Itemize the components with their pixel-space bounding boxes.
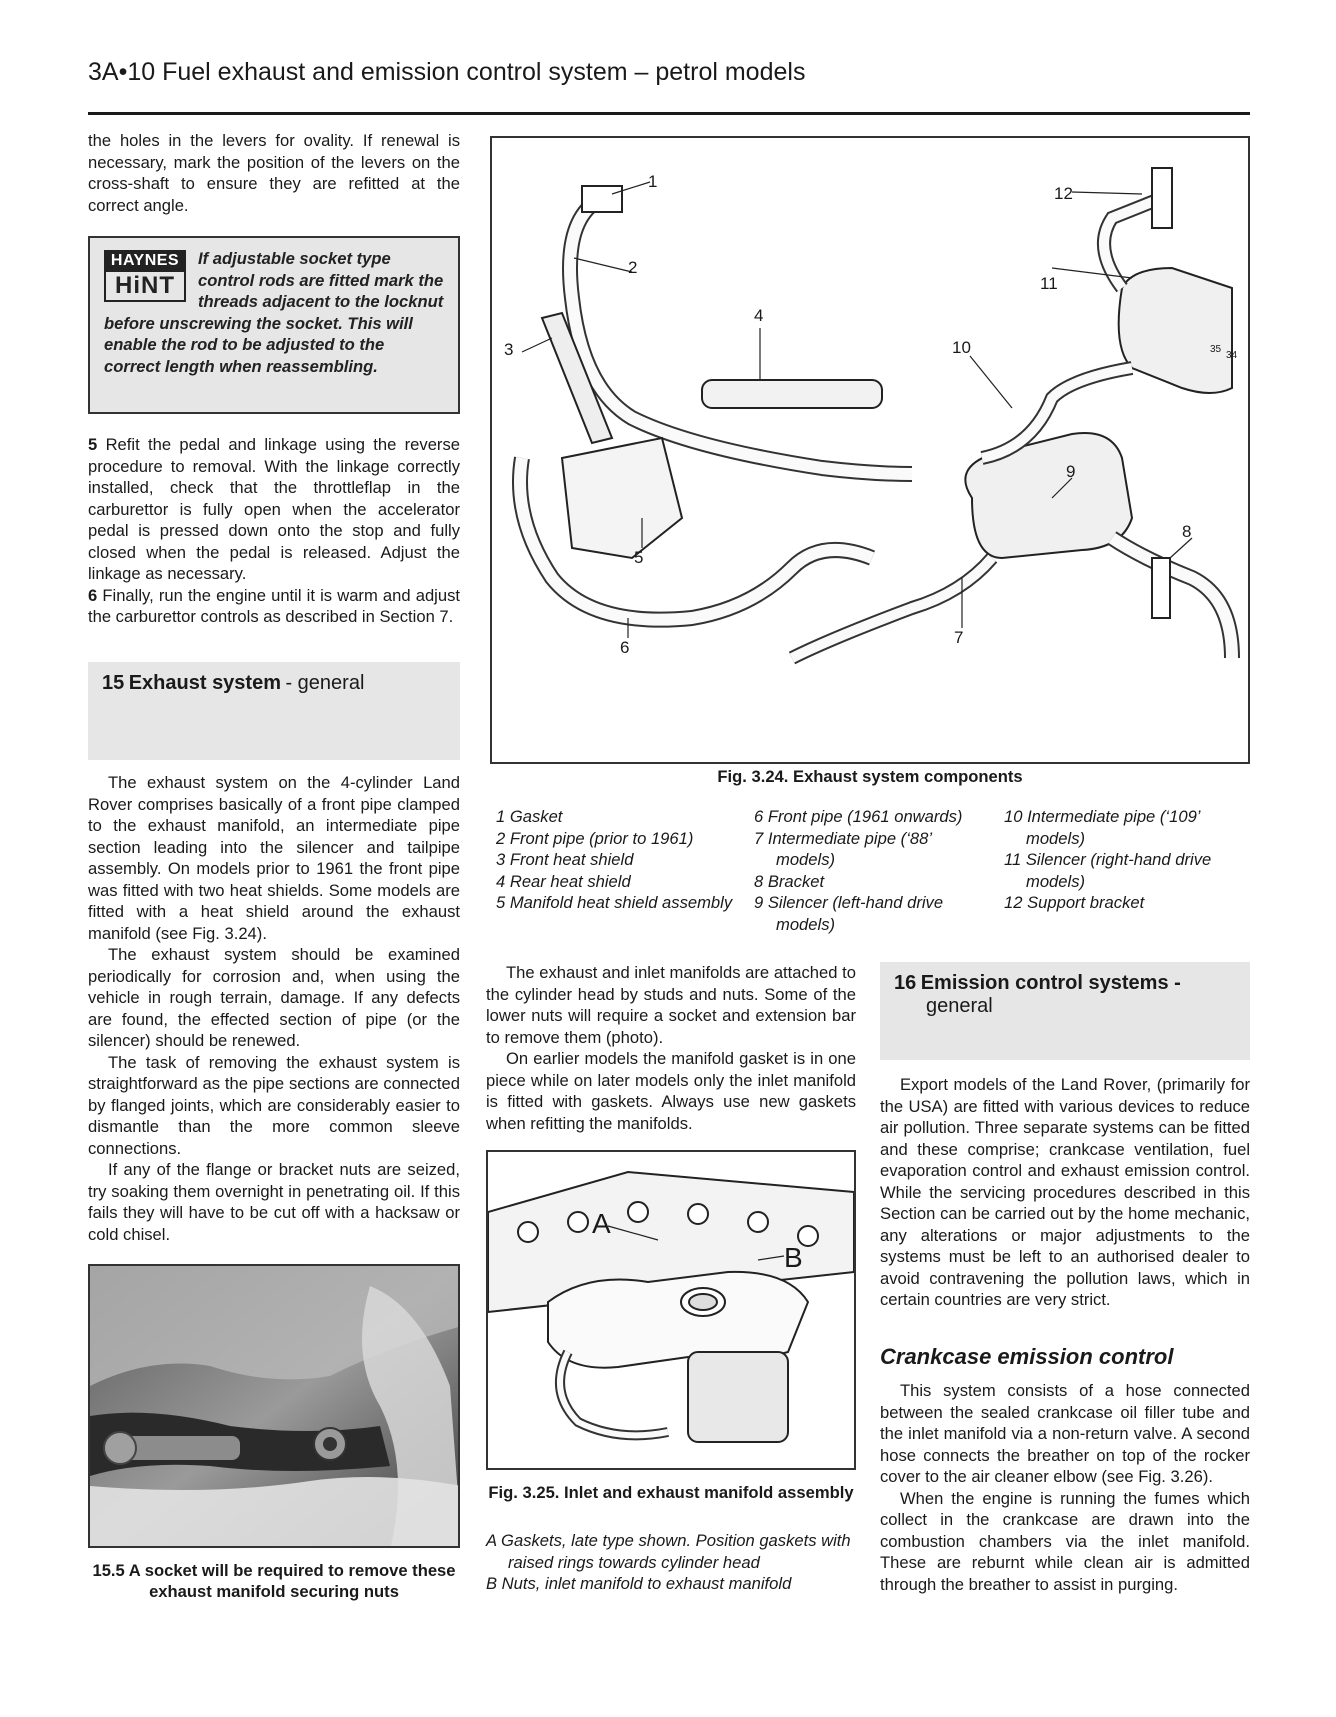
photo-15-5-caption: 15.5 A socket will be required to remove these exhaust manifold securing nuts xyxy=(92,1561,456,1601)
fig-3-25-legend xyxy=(486,1530,856,1595)
exhaust-system-diagram xyxy=(492,138,1248,762)
step-6-number: 6 xyxy=(88,585,98,605)
legend-item-1: 1 Gasket xyxy=(496,807,563,826)
legend-item-2: 2 Front pipe (prior to 1961) xyxy=(496,828,694,848)
step-6-text: Finally, run the engine until it is warm and adjust the carburettor controls as described in Section 7. xyxy=(88,585,460,626)
callout-12: 12 xyxy=(1054,184,1073,203)
intro-paragraph xyxy=(88,130,460,216)
callout-35: 35 xyxy=(1210,344,1222,355)
s16-para-3: When the engine is running the fumes which collect in the crankcase are drawn into the combustion chambers via the inlet manifold. These are reburnt while clean air is admitted through the breather to assist in purging. xyxy=(880,1488,1250,1594)
legend-item-3: 3 Front heat shield xyxy=(496,850,634,869)
fig-3-25-label-b: B xyxy=(784,1242,803,1273)
manifold-diagram xyxy=(488,1152,854,1468)
step-5-number: 5 xyxy=(88,435,98,454)
step-5 xyxy=(88,434,460,585)
callout-2: 2 xyxy=(628,258,638,277)
legend-item-9: 9 Silencer (left-hand drive models) xyxy=(754,893,944,934)
col2-para-1: The exhaust and inlet manifolds are attached to the cylinder head by studs and nuts. Some of the lower nuts will require a socket and extension bar to remove them (photo). xyxy=(486,963,856,1047)
callout-10: 10 xyxy=(952,338,971,357)
photo-15-5 xyxy=(88,1264,460,1548)
s16-para-1: Export models of the Land Rover, (primarily for the USA) are fitted with various devices to reduce air pollution. Three separate systems can be fitted and these comprise; crankcase ventilation, fuel evaporation control and exhaust emission control. While the servicing procedures described in this Section can be carried out by the home mechanic, any alterations or major adjustments to the systems must be left to an authorised dealer to avoid contravening the pollution laws, which in certain countries are very strict. xyxy=(880,1075,1250,1309)
page-header-title: 3A•10 Fuel exhaust and emission control system – petrol models xyxy=(88,58,806,86)
section-15-subtitle: - general xyxy=(285,672,365,694)
step-6 xyxy=(88,585,460,628)
step-5-text: Refit the pedal and linkage using the reverse procedure to removal. With the linkage correctly installed, check that the throttleflap in the carburettor is fully open when the accelerator pedal is pressed down onto the stop and fully closed when the pedal is released. Adjust the linkage as necessary. xyxy=(88,435,460,583)
photo-socket-on-nut xyxy=(90,1266,460,1548)
legend-item-8: 8 Bracket xyxy=(754,871,825,891)
s15-para-2: The exhaust system should be examined periodically for corrosion and, when using the vehicle in rough terrain, damage. If any defects are found, the effected section of pipe (or the silencer) should be renewed. xyxy=(88,945,460,1050)
section-16-number: 16 xyxy=(894,972,917,994)
callout-7: 7 xyxy=(954,628,964,647)
legend-item-6: 6 Front pipe (1961 onwards) xyxy=(754,807,963,826)
section-16-title: Emission control systems - xyxy=(920,972,1181,994)
fig-3-24-caption: Fig. 3.24. Exhaust system components xyxy=(717,767,1023,786)
fig-3-25-label-a: A xyxy=(592,1208,611,1239)
callout-11: 11 xyxy=(1040,274,1058,293)
legend-item-4: 4 Rear heat shield xyxy=(496,871,631,891)
legend-item-7: 7 Intermediate pipe (‘88’ models) xyxy=(754,828,932,869)
hint-logo-bottom: HiNT xyxy=(104,272,186,302)
section-16-body xyxy=(880,1074,1250,1311)
fig-3-25-legend-a: A Gaskets, late type shown. Position gaskets with raised rings towards cylinder head xyxy=(486,1531,851,1572)
fig-3-25-caption: Fig. 3.25. Inlet and exhaust manifold assembly xyxy=(488,1483,854,1502)
s15-para-1: The exhaust system on the 4-cylinder Land Rover comprises basically of a front pipe clamped to the exhaust manifold, an intermediate pipe section leading into the silencer and tailpipe assembly. On models prior to 1961 the front pipe was fitted with two heat shields. Some models are fitted with a heat shield around the exhaust manifold (see Fig. 3.24). xyxy=(88,773,460,943)
col2-para-2: On earlier models the manifold gasket is in one piece while on later models only the inlet manifold is fitted with gaskets. Always use new gaskets when refitting the manifolds. xyxy=(486,1049,856,1133)
hint-logo-top: HAYNES xyxy=(104,250,186,272)
section-15-heading xyxy=(88,662,460,760)
s15-para-3: The task of removing the exhaust system is straightforward as the pipe sections are connected by flanged joints, which are considerably easier to dismantle than the more common sleeve connections. xyxy=(88,1052,460,1158)
fig-3-24-frame xyxy=(490,136,1250,764)
callout-5: 5 xyxy=(634,548,644,567)
callout-3: 3 xyxy=(504,340,514,359)
hint-text: If adjustable socket type control rods are fitted mark the threads adjacent to the locknut before unscrewing the socket. This will enable the rod to be adjusted to the correct length when reassembling. xyxy=(104,249,444,376)
steps-block xyxy=(88,434,460,628)
haynes-hint-logo xyxy=(104,250,186,302)
header-rule xyxy=(88,112,1250,115)
callout-9: 9 xyxy=(1066,462,1076,481)
legend-item-11: 11 Silencer (right-hand drive models) xyxy=(1004,850,1212,891)
crankcase-body xyxy=(880,1380,1250,1595)
callout-1: 1 xyxy=(648,172,658,191)
fig-3-25-legend-b: B Nuts, inlet manifold to exhaust manifold xyxy=(486,1574,792,1593)
section-15-body xyxy=(88,772,460,1245)
legend-item-5: 5 Manifold heat shield assembly xyxy=(496,893,733,912)
section-16-heading xyxy=(880,962,1250,1060)
fig-3-25-frame xyxy=(486,1150,856,1470)
section-15-number: 15 xyxy=(102,672,125,694)
s15-para-4: If any of the flange or bracket nuts are seized, try soaking them overnight in penetrating oil. If this fails they will have to be cut off with a hacksaw or cold chisel. xyxy=(88,1160,460,1244)
fig-3-24-legend-col-1 xyxy=(496,806,746,914)
intro-text: the holes in the levers for ovality. If renewal is necessary, mark the position of the levers on the cross-shaft to ensure they are refitted at the correct angle. xyxy=(88,131,460,215)
callout-34: 34 xyxy=(1226,350,1238,361)
fig-3-24-legend-col-3 xyxy=(1004,806,1250,914)
callout-6: 6 xyxy=(620,638,630,657)
section-16-subtitle: general xyxy=(926,995,993,1017)
legend-item-10: 10 Intermediate pipe (‘109’ models) xyxy=(1004,807,1200,848)
s16-para-2: This system consists of a hose connected between the sealed crankcase oil filler tube and the inlet manifold via a non-return valve. A second hose connects the breather on top of the rocker cover to the air cleaner elbow (see Fig. 3.26). xyxy=(880,1381,1250,1486)
manifold-body xyxy=(486,962,856,1134)
section-15-title: Exhaust system xyxy=(128,672,281,694)
crankcase-subheading: Crankcase emission control xyxy=(880,1344,1174,1369)
callout-4: 4 xyxy=(754,306,764,325)
callout-8: 8 xyxy=(1182,522,1192,541)
fig-3-24-legend-col-2 xyxy=(754,806,994,935)
haynes-hint-box xyxy=(88,236,460,414)
legend-item-12: 12 Support bracket xyxy=(1004,893,1145,912)
